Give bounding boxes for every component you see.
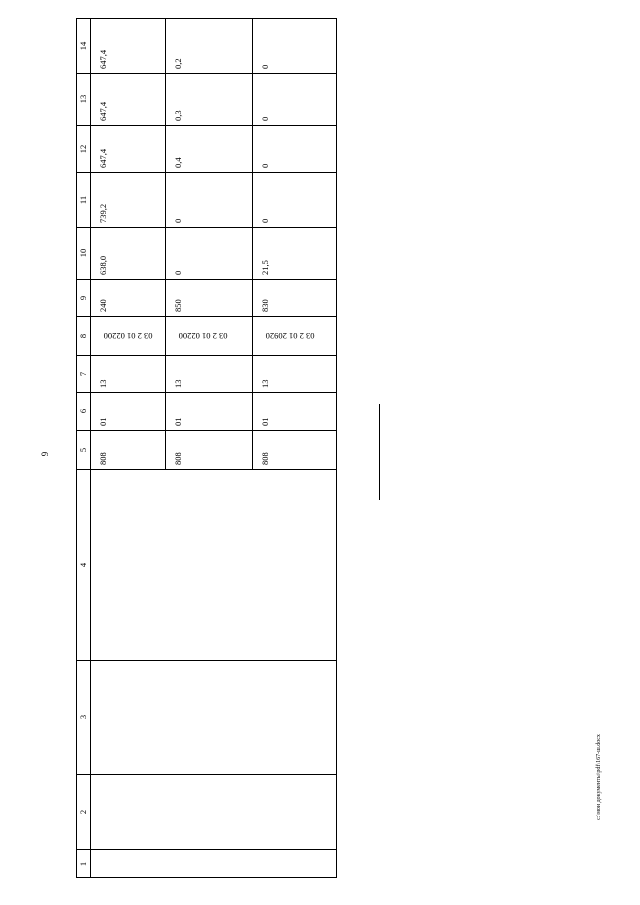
footer-file-path — [595, 710, 603, 844]
page-number: 9 — [40, 451, 50, 457]
table-cell: 13 — [173, 379, 183, 388]
column-number-header: 11 — [78, 195, 88, 204]
table-rule-horizontal — [76, 469, 337, 470]
column-number-header: 4 — [78, 562, 88, 567]
table-cell: 0,3 — [173, 110, 183, 121]
column-number-header: 3 — [78, 714, 88, 720]
table-rule-horizontal — [76, 774, 337, 775]
column-number-header: 7 — [78, 371, 88, 376]
column-number-header: 1 — [78, 861, 88, 866]
table-rule-horizontal — [76, 125, 337, 126]
table-rule-horizontal — [76, 279, 337, 280]
table-cell: 240 — [98, 299, 108, 312]
table-rule-vertical — [90, 18, 91, 878]
table-cell: 21,5 — [260, 260, 270, 275]
table-rule-vertical — [165, 18, 166, 469]
table-cell: 0 — [260, 163, 270, 168]
separator-line — [379, 404, 380, 500]
table-cell: 647,4 — [98, 148, 108, 168]
table-rule-horizontal — [76, 392, 337, 393]
table-cell: 0 — [260, 218, 270, 223]
table-cell: 0,4 — [173, 157, 183, 168]
table-rule-horizontal — [76, 430, 337, 431]
data-table — [76, 18, 337, 878]
table-cell: 808 — [260, 452, 270, 465]
table-cell: 0 — [173, 270, 183, 275]
table-cell: 13 — [260, 379, 270, 388]
table-rule-horizontal — [76, 316, 337, 317]
table-cell: 808 — [98, 452, 108, 465]
table-cell: 01 — [260, 417, 270, 426]
table-rule-horizontal — [76, 172, 337, 173]
table-cell: 647,4 — [98, 101, 108, 121]
footer-file-path-text: c:\мои документы\pdf\167-ш.docx — [596, 734, 602, 820]
table-rule-horizontal — [76, 660, 337, 661]
table-cell: 739,2 — [98, 203, 108, 223]
table-cell: 638,0 — [98, 255, 108, 275]
table-cell: 808 — [173, 452, 183, 465]
column-number-header: 5 — [78, 447, 88, 452]
table-rule-horizontal — [76, 18, 337, 19]
table-cell: 01 — [173, 417, 183, 426]
column-number-header: 8 — [78, 333, 88, 338]
table-rule-horizontal — [76, 73, 337, 74]
table-cell: 0 — [260, 64, 270, 69]
table-rule-vertical — [252, 18, 253, 469]
table-cell: 03 2 01 02200 — [103, 330, 153, 341]
table-cell: 850 — [173, 299, 183, 312]
column-number-header: 12 — [78, 144, 88, 153]
column-number-header: 13 — [78, 94, 88, 104]
table-cell: 03 2 01 02200 — [178, 330, 228, 341]
table-rule-vertical — [76, 18, 77, 878]
table-rule-horizontal — [76, 227, 337, 228]
column-number-header: 2 — [78, 809, 88, 814]
table-cell: 647,4 — [98, 49, 108, 69]
table-cell: 01 — [98, 417, 108, 426]
table-cell: 13 — [98, 379, 108, 388]
table-cell: 0 — [173, 218, 183, 223]
column-number-header: 14 — [78, 41, 88, 50]
table-cell: 830 — [260, 299, 270, 312]
table-cell: 03 2 01 20920 — [265, 330, 315, 341]
table-rule-vertical — [336, 18, 337, 878]
table-rule-horizontal — [76, 877, 337, 878]
table-cell: 0,2 — [173, 58, 183, 69]
table-cell: 0 — [260, 116, 270, 121]
column-number-header: 6 — [78, 408, 88, 414]
table-rule-horizontal — [76, 849, 337, 850]
column-number-header: 9 — [78, 295, 88, 300]
table-rule-horizontal — [76, 355, 337, 356]
column-number-header: 10 — [78, 248, 88, 258]
